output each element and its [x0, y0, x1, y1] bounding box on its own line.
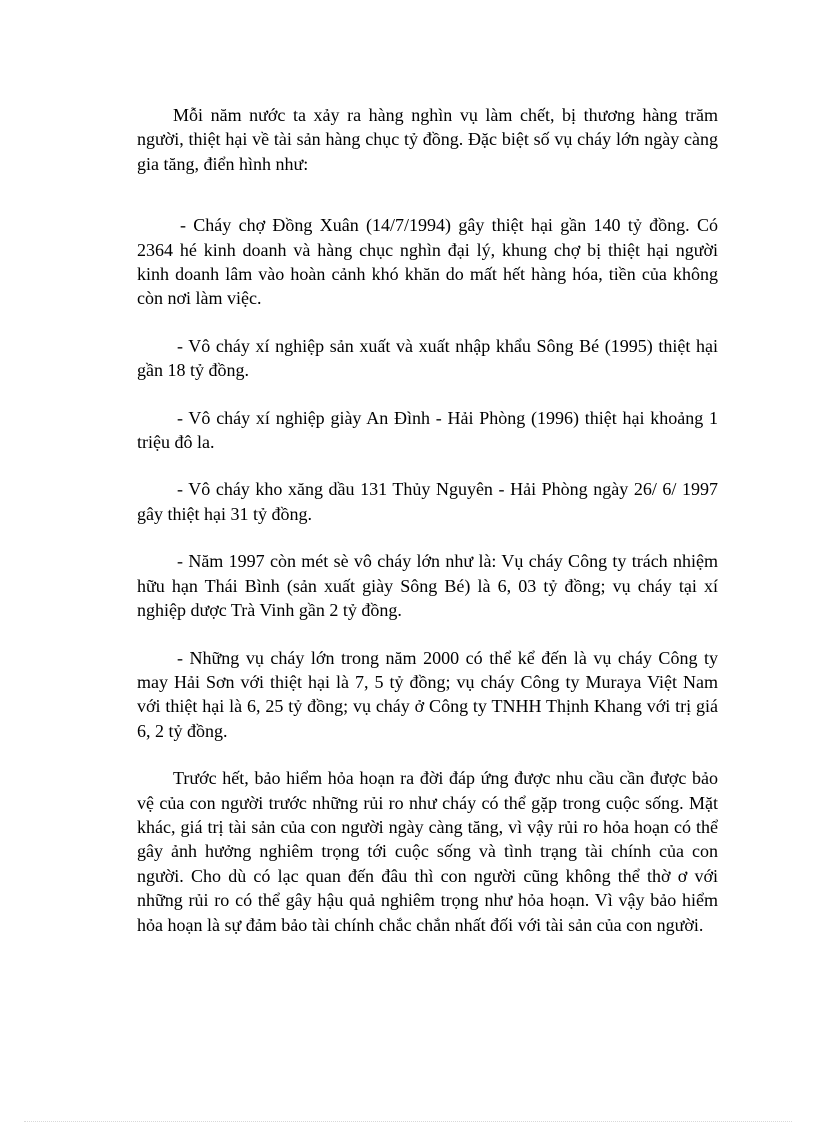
page-bottom-divider — [24, 1121, 792, 1122]
bullet-paragraph-dong-xuan: - Cháy chợ Đồng Xuân (14/7/1994) gây thiệt hại gần 140 tỷ đồng. Có 2364 hé kinh doanh và hàng chục nghìn đại lý, khung chợ bị thiệt hại người kinh doanh lâm vào hoàn cảnh khó khăn do mất hết hàng hóa, tiền của không còn nơi làm việc. — [137, 215, 718, 309]
bullet-paragraph-2000: - Những vụ cháy lớn trong năm 2000 có thể kể đến là vụ cháy Công ty may Hải Sơn với thiệt hại là 7, 5 tỷ đồng; vụ cháy Công ty Muraya Việt Nam với thiệt hại là 6, 25 tỷ đồng; vụ cháy ở Công ty TNHH Thịnh Khang với trị giá 6, 2 tỷ đồng. — [137, 647, 718, 741]
closing-paragraph: Trước hết, bảo hiểm hỏa hoạn ra đời đáp ứng được nhu cầu cần được bảo vệ của con người trước những rủi ro như cháy có thể gặp trong cuộc sống. Mặt khác, giá trị tài sản của con người ngày càng tăng, vì vậy rủi ro hỏa hoạn có thể gây ảnh hưởng nghiêm trọng tới cuộc sống và tình trạng tài chính của con người. Cho dù có lạc quan đến đâu thì con người cũng không thể thờ ơ với những rủi ro có thể gây hậu quả nghiêm trọng như hỏa hoạn. Vì vậy bảo hiểm hỏa hoạn là sự đảm bảo tài chính chắc chắn nhất đối với tài sản của con người. — [137, 768, 718, 935]
intro-paragraph: Mỗi năm nước ta xảy ra hàng nghìn vụ làm chết, bị thương hàng trăm người, thiệt hại về tài sản hàng chục tỷ đồng. Đặc biệt số vụ cháy lớn ngày càng gia tăng, điển hình như: — [137, 105, 718, 174]
bullet-paragraph-an-dinh: - Vô cháy xí nghiệp giày An Đình - Hải Phòng (1996) thiệt hại khoảng 1 triệu đô la. — [137, 407, 718, 453]
bullet-paragraph-song-be: - Vô cháy xí nghiệp sản xuất và xuất nhập khẩu Sông Bé (1995) thiệt hại gần 18 tỷ đồng. — [137, 335, 718, 381]
bullet-paragraph-1997: - Năm 1997 còn mét sè vô cháy lớn như là: Vụ cháy Công ty trách nhiệm hữu hạn Thái Bình (sản xuất giày Sông Bé) là 6, 03 tỷ đồng; vụ cháy tại xí nghiệp dược Trà Vinh gần 2 tỷ đồng. — [137, 551, 718, 621]
document-body — [137, 103, 718, 937]
bullet-paragraph-thuy-nguyen: - Vô cháy kho xăng dầu 131 Thủy Nguyên - Hải Phòng ngày 26/ 6/ 1997 gây thiệt hại 31 tỷ đồng. — [137, 479, 718, 524]
